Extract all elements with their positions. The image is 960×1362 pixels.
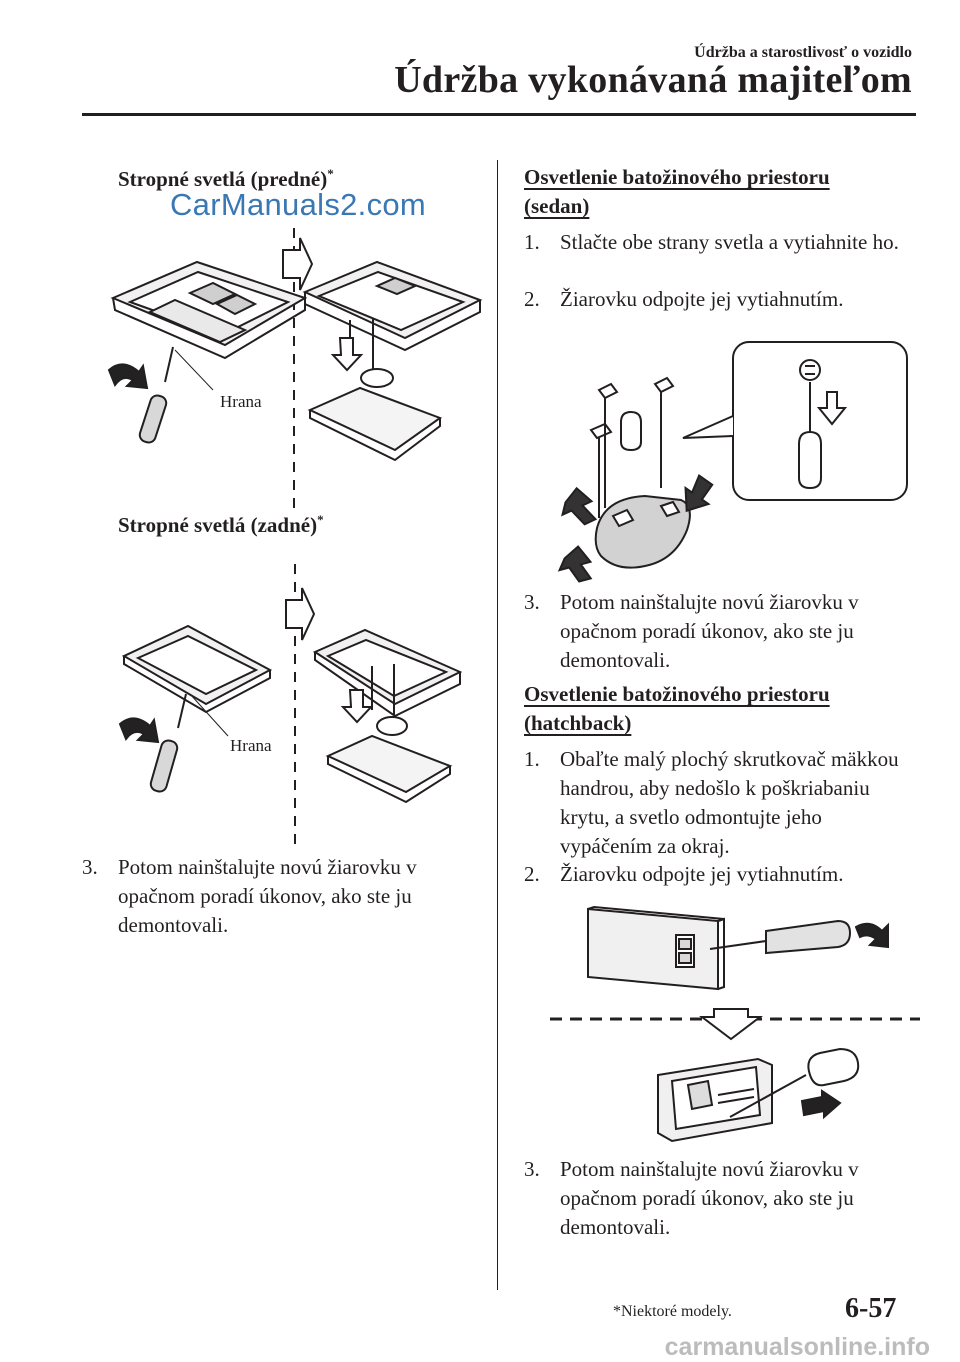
front-dome-light-illustration [95,220,495,520]
step-item [524,1155,908,1242]
step-item [524,588,908,675]
section-heading-hatchback: Osvetlenie batožinového priestoru (hatchback) [524,682,830,735]
edge-label-front: Hrana [220,392,262,411]
step-text: Obaľte malý plochý skrutkovač mäkkou handrou, aby nedošlo k poškriabaniu krytu, a svetlo odmontujte jeho vypáčením za okraj. [560,747,899,858]
optional-marker: * [327,166,334,181]
step-item [524,860,908,889]
step-text: Potom nainštalujte novú žiarovku v opačnom poradí úkonov, ako ste ju demontovali. [560,1157,859,1239]
site-watermark: carmanualsonline.info [664,1333,930,1361]
step-text: Potom nainštalujte novú žiarovku v opačnom poradí úkonov, ako ste ju demontovali. [560,590,859,672]
step-number: 2. [524,287,540,311]
figure-title-front-text: Stropné svetlá (predné) [118,167,328,191]
step-number: 3. [524,590,540,614]
page-number: 6-57 [845,1293,897,1324]
column-divider [497,160,498,1290]
step-text: Žiarovku odpojte jej vytiahnutím. [560,862,844,886]
step-item [524,285,908,314]
section-heading-sedan: Osvetlenie batožinového priestoru (sedan) [524,165,830,218]
hatchback-trunk-light-illustration [548,905,923,1150]
step-item [524,745,908,861]
step-text: Potom nainštalujte novú žiarovku v opačnom poradí úkonov, ako ste ju demontovali. [118,855,417,937]
rear-dome-light-illustration [110,560,490,850]
optional-marker: * [317,512,324,527]
figure-title-rear-lights [118,512,324,538]
step-number: 3. [82,855,98,879]
sedan-trunk-light-illustration [555,338,915,583]
step-text: Stlačte obe strany svetla a vytiahnite ho. [560,230,899,254]
step-number: 3. [524,1157,540,1181]
edge-label-rear: Hrana [230,736,272,755]
step-text: Žiarovku odpojte jej vytiahnutím. [560,287,844,311]
header-rule [82,113,916,116]
step-number: 1. [524,230,540,254]
step-number: 2. [524,862,540,886]
step-item [524,228,908,257]
step-number: 1. [524,747,540,771]
footnote: *Niektoré modely. [613,1303,732,1320]
watermark: CarManuals2.com [170,187,427,222]
step-item [82,853,482,940]
chapter-title: Údržba a starostlivosť o vozidlo [694,44,912,61]
section-title: Údržba vykonávaná majiteľom [394,59,912,101]
figure-title-rear-text: Stropné svetlá (zadné) [118,513,318,537]
